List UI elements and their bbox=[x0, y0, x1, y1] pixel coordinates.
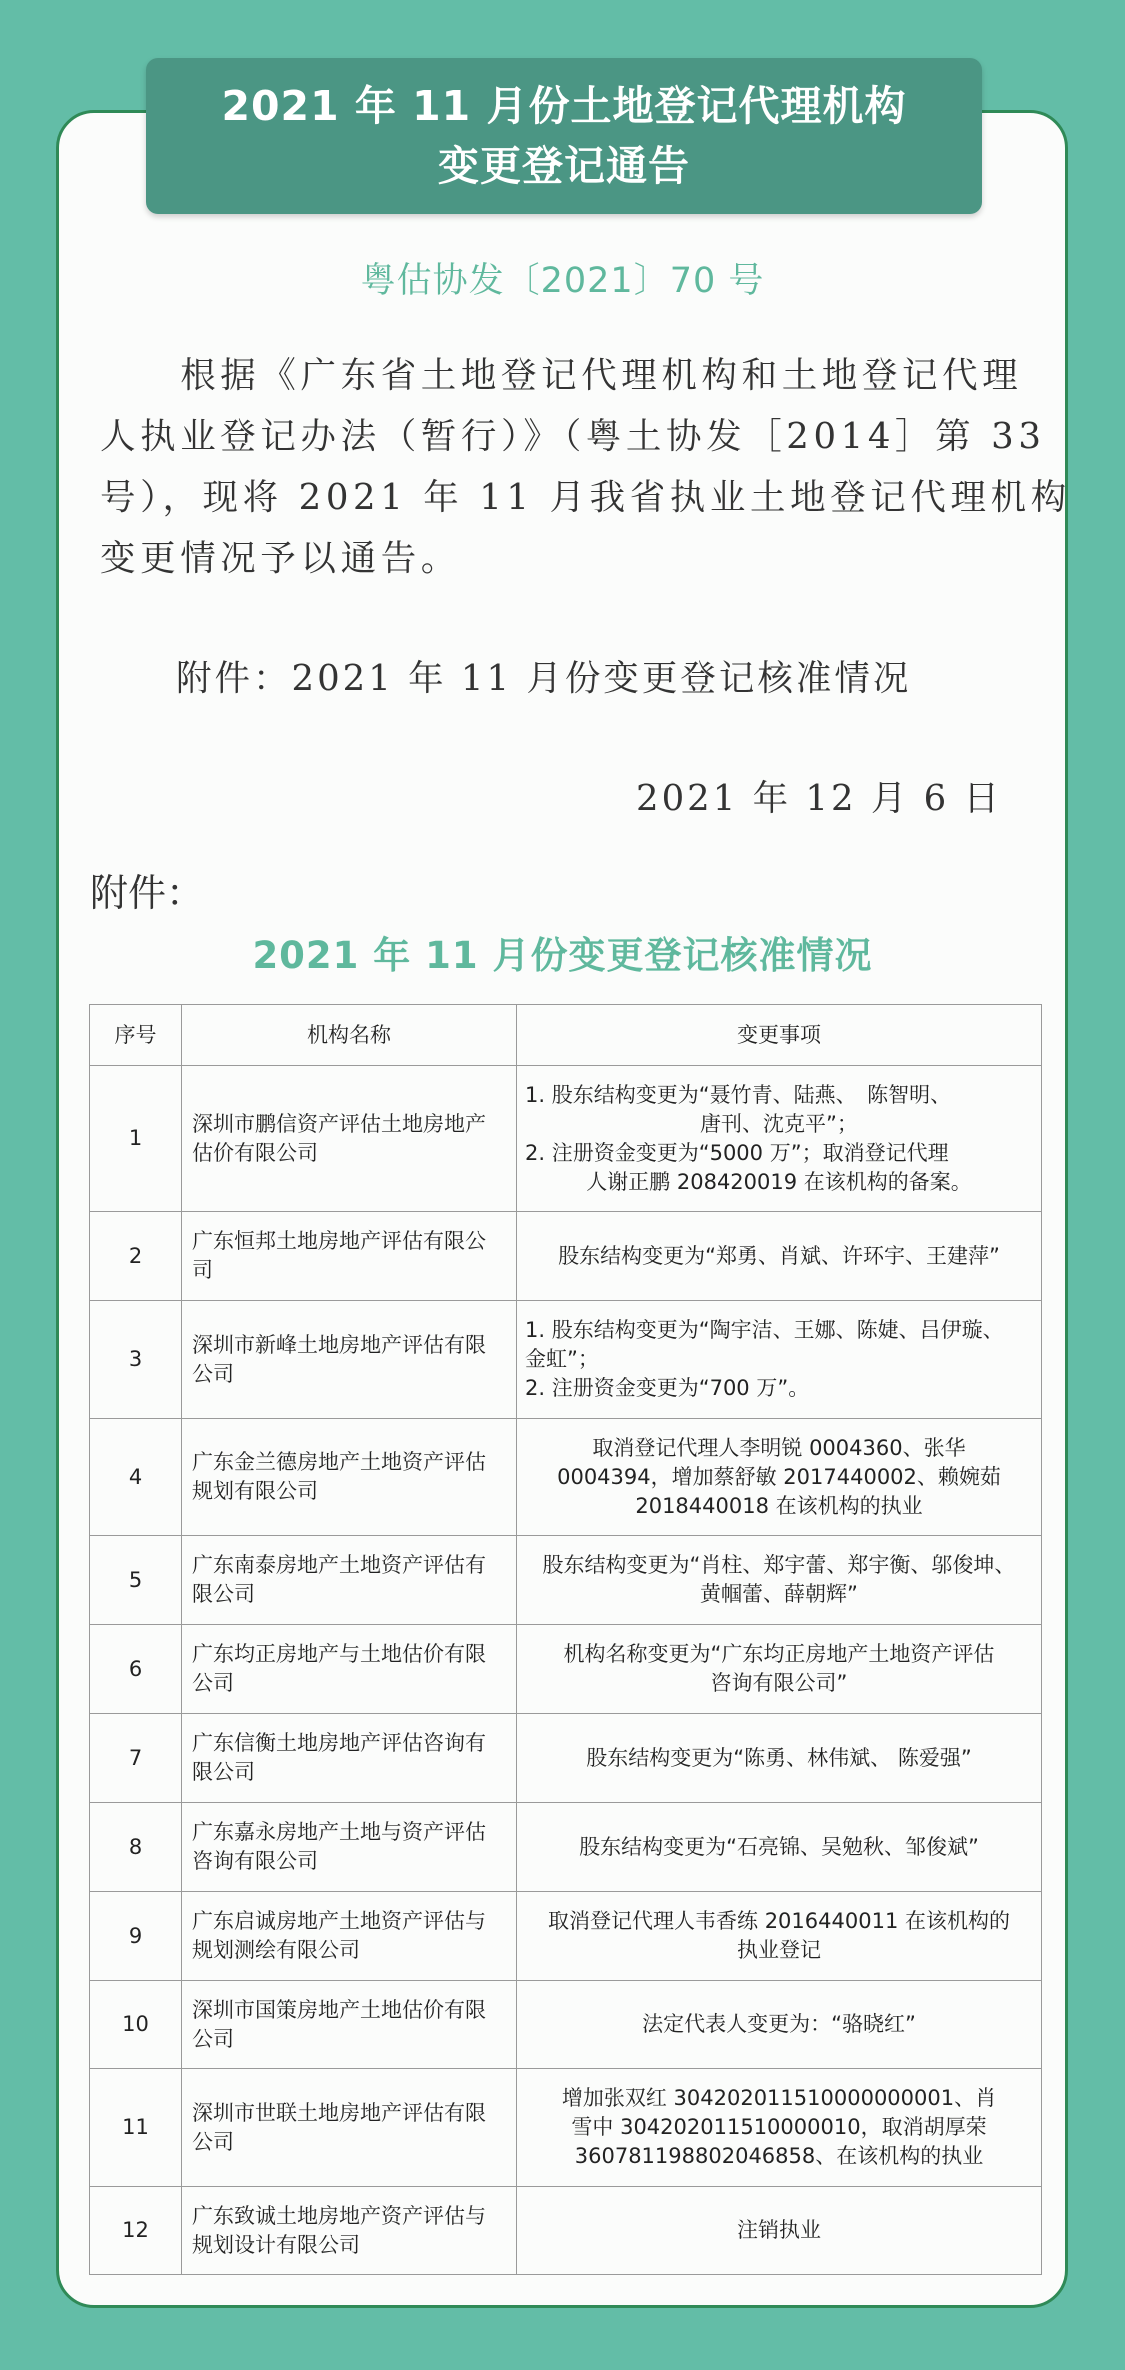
table-body bbox=[90, 1066, 1042, 2275]
change-line: 机构名称变更为“广东均正房地产土地资产评估 bbox=[563, 1642, 995, 1666]
attachment-heading: 附件： bbox=[90, 871, 205, 915]
row-serial: 1 bbox=[90, 1066, 182, 1212]
body-line: 人执业登记办法（暂行）》（粤土协发［2014］第 33 bbox=[100, 416, 1046, 457]
row-serial: 7 bbox=[90, 1714, 182, 1803]
header-org-name: 机构名称 bbox=[182, 1005, 517, 1066]
row-org-name: 广东嘉永房地产土地与资产评估咨询有限公司 bbox=[182, 1803, 517, 1892]
table-row bbox=[90, 1536, 1042, 1625]
change-line: 股东结构变更为“肖柱、郑宇蕾、郑宇衡、邬俊坤、 bbox=[542, 1553, 1016, 1577]
row-serial: 2 bbox=[90, 1212, 182, 1301]
row-change-items bbox=[517, 1066, 1042, 1212]
table-header-row bbox=[90, 1005, 1042, 1066]
attachment-reference: 附件：2021 年 11 月份变更登记核准情况 bbox=[176, 658, 912, 699]
row-change-items bbox=[517, 1301, 1042, 1419]
table-row bbox=[90, 1419, 1042, 1536]
body-line: 根据《广东省土地登记代理机构和土地登记代理 bbox=[100, 355, 1023, 396]
document-number: 粤估协发〔2021〕70 号 bbox=[360, 261, 765, 301]
row-change-items bbox=[517, 1625, 1042, 1714]
row-org-name: 深圳市新峰土地房地产评估有限公司 bbox=[182, 1301, 517, 1419]
row-change-items bbox=[517, 1981, 1042, 2069]
table-row bbox=[90, 1625, 1042, 1714]
header-serial: 序号 bbox=[90, 1005, 182, 1066]
row-change-items bbox=[517, 1803, 1042, 1892]
row-serial: 12 bbox=[90, 2187, 182, 2275]
change-line: 注销执业 bbox=[737, 2218, 821, 2242]
row-org-name: 广东致诚土地房地产资产评估与规划设计有限公司 bbox=[182, 2187, 517, 2275]
change-line: 黄帼蕾、薛朝辉” bbox=[700, 1582, 858, 1606]
change-line: 1. 股东结构变更为“聂竹青、陆燕、 陈智明、 bbox=[525, 1082, 952, 1107]
row-change-items bbox=[517, 2187, 1042, 2275]
row-serial: 5 bbox=[90, 1536, 182, 1625]
row-org-name: 广东恒邦土地房地产评估有限公司 bbox=[182, 1212, 517, 1301]
table-row bbox=[90, 1301, 1042, 1419]
change-records-table bbox=[89, 1004, 1042, 2275]
row-org-name: 广东南泰房地产土地资产评估有限公司 bbox=[182, 1536, 517, 1625]
table-row bbox=[90, 1803, 1042, 1892]
row-change-items bbox=[517, 1419, 1042, 1536]
body-line: 号），现将 2021 年 11 月我省执业土地登记代理机构 bbox=[100, 477, 1071, 518]
table-row bbox=[90, 1066, 1042, 1212]
banner-title-line2: 变更登记通告 bbox=[438, 142, 690, 190]
table-row bbox=[90, 2187, 1042, 2275]
header-change-items: 变更事项 bbox=[517, 1005, 1042, 1066]
row-change-items bbox=[517, 1714, 1042, 1803]
change-line: 2. 注册资金变更为“700 万”。 bbox=[525, 1376, 810, 1400]
change-line: 取消登记代理人韦香练 2016440011 在该机构的 bbox=[548, 1909, 1010, 1933]
body-line: 变更情况予以通告。 bbox=[100, 538, 461, 579]
change-line: 360781198802046858、在该机构的执业 bbox=[574, 2144, 984, 2168]
table-row bbox=[90, 1212, 1042, 1301]
change-line: 2018440018 在该机构的执业 bbox=[635, 1493, 923, 1518]
change-line: 唐刊、沈克平”； bbox=[700, 1111, 858, 1136]
table-row bbox=[90, 1892, 1042, 1981]
change-line: 执业登记 bbox=[737, 1938, 821, 1962]
banner-title-line1: 2021 年 11 月份土地登记代理机构 bbox=[221, 82, 907, 130]
row-serial: 3 bbox=[90, 1301, 182, 1419]
change-line: 取消登记代理人李明锐 0004360、张华 bbox=[592, 1435, 966, 1460]
change-line: 0004394，增加蔡舒敏 2017440002、赖婉茹 bbox=[557, 1464, 1001, 1489]
change-line: 金虹”； bbox=[525, 1347, 599, 1371]
change-line: 股东结构变更为“石亮锦、吴勉秋、邹俊斌” bbox=[579, 1834, 979, 1859]
row-org-name: 广东启诚房地产土地资产评估与规划测绘有限公司 bbox=[182, 1892, 517, 1981]
change-line: 人谢正鹏 208420019 在该机构的备案。 bbox=[586, 1169, 972, 1194]
row-serial: 9 bbox=[90, 1892, 182, 1981]
change-line: 法定代表人变更为：“骆晓红” bbox=[642, 2012, 916, 2036]
row-change-items bbox=[517, 2069, 1042, 2187]
row-org-name: 广东均正房地产与土地估价有限公司 bbox=[182, 1625, 517, 1714]
row-org-name: 广东金兰德房地产土地资产评估规划有限公司 bbox=[182, 1419, 517, 1536]
table-title: 2021 年 11 月份变更登记核准情况 bbox=[252, 934, 873, 977]
row-serial: 4 bbox=[90, 1419, 182, 1536]
change-line: 咨询有限公司” bbox=[710, 1671, 848, 1695]
notice-body bbox=[100, 345, 1071, 589]
change-line: 2. 注册资金变更为“5000 万”；取消登记代理 bbox=[525, 1140, 949, 1165]
row-org-name: 深圳市国策房地产土地估价有限公司 bbox=[182, 1981, 517, 2069]
table-row bbox=[90, 2069, 1042, 2187]
change-line: 雪中 304202011510000010，取消胡厚荣 bbox=[571, 2115, 987, 2139]
row-change-items bbox=[517, 1536, 1042, 1625]
row-org-name: 广东信衡土地房地产评估咨询有限公司 bbox=[182, 1714, 517, 1803]
row-serial: 8 bbox=[90, 1803, 182, 1892]
row-serial: 6 bbox=[90, 1625, 182, 1714]
row-change-items bbox=[517, 1212, 1042, 1301]
table-row bbox=[90, 1981, 1042, 2069]
row-serial: 10 bbox=[90, 1981, 182, 2069]
notice-date: 2021 年 12 月 6 日 bbox=[636, 778, 1003, 819]
change-line: 增加张双红 304202011510000000001、肖 bbox=[561, 2086, 997, 2110]
row-org-name: 深圳市世联土地房地产评估有限公司 bbox=[182, 2069, 517, 2187]
row-org-name: 深圳市鹏信资产评估土地房地产估价有限公司 bbox=[182, 1066, 517, 1212]
table-row bbox=[90, 1714, 1042, 1803]
title-banner bbox=[146, 58, 982, 214]
change-line: 1. 股东结构变更为“陶宇洁、王娜、陈婕、吕伊璇、 bbox=[525, 1318, 1004, 1342]
change-line: 股东结构变更为“陈勇、林伟斌、 陈爱强” bbox=[586, 1745, 972, 1770]
row-change-items bbox=[517, 1892, 1042, 1981]
change-line: 股东结构变更为“郑勇、肖斌、许环宇、王建萍” bbox=[558, 1243, 1000, 1268]
row-serial: 11 bbox=[90, 2069, 182, 2187]
